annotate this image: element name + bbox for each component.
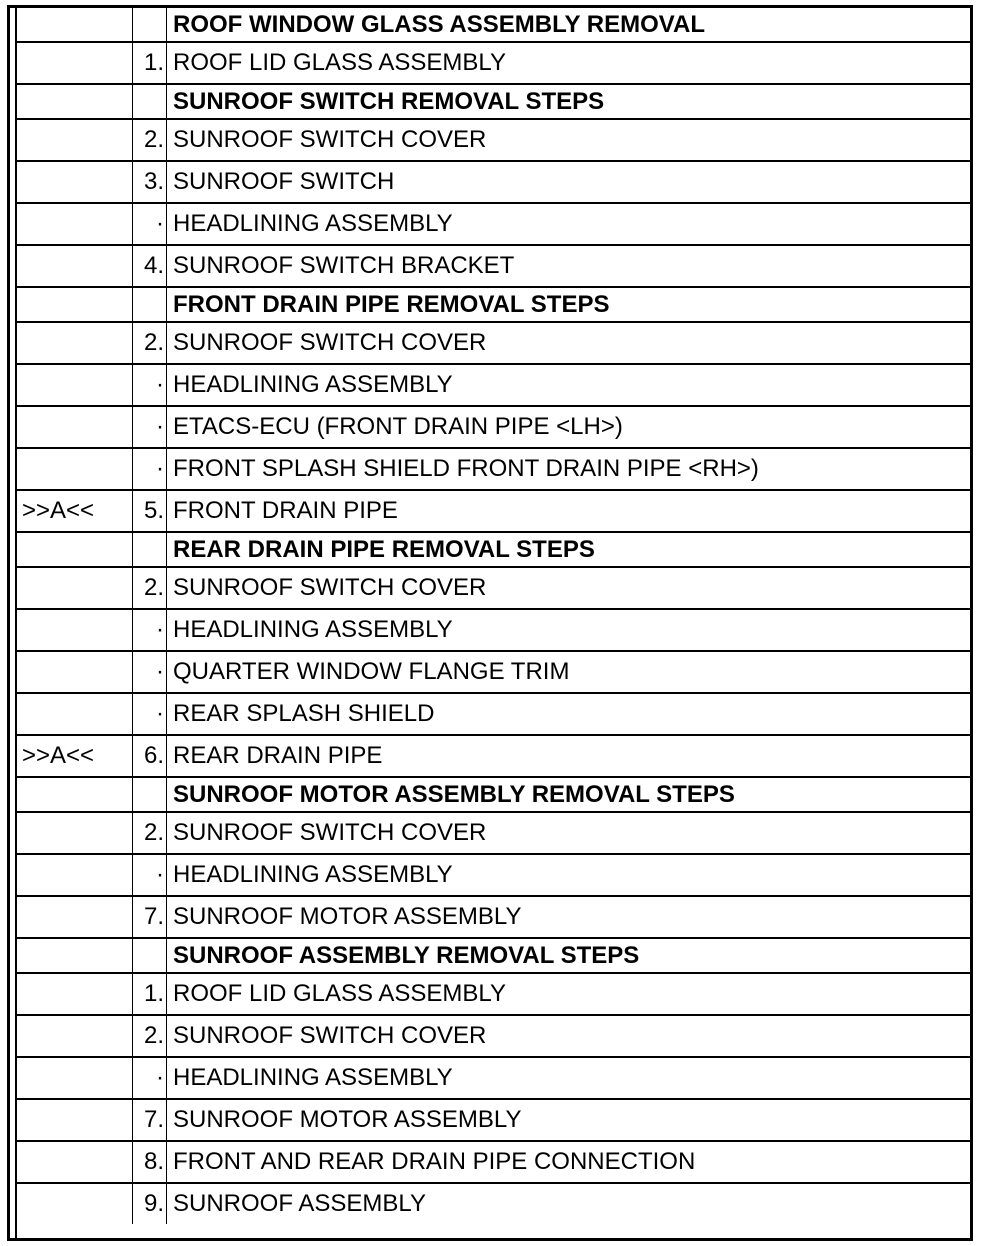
step-description: SUNROOF SWITCH COVER: [167, 322, 971, 364]
section-title: SUNROOF SWITCH REMOVAL STEPS: [167, 84, 971, 119]
step-description: SUNROOF SWITCH COVER: [167, 1015, 971, 1057]
step-number: ·: [133, 854, 167, 896]
step-number: ·: [133, 406, 167, 448]
table-body: [17, 8, 970, 1224]
section-title: ROOF WINDOW GLASS ASSEMBLY REMOVAL: [167, 8, 971, 42]
step-row: [17, 1015, 970, 1057]
service-reference: [17, 1183, 133, 1224]
step-row: [17, 245, 970, 287]
step-row: [17, 812, 970, 854]
step-number: ·: [133, 651, 167, 693]
step-number: ·: [133, 203, 167, 245]
service-reference: [17, 567, 133, 609]
step-number: 7.: [133, 1099, 167, 1141]
step-number: 2.: [133, 812, 167, 854]
step-description: SUNROOF SWITCH BRACKET: [167, 245, 971, 287]
step-number: [133, 532, 167, 567]
service-reference: [17, 84, 133, 119]
step-number: 9.: [133, 1183, 167, 1224]
section-header-row: [17, 938, 970, 973]
step-description: ROOF LID GLASS ASSEMBLY: [167, 42, 971, 84]
service-reference: [17, 973, 133, 1015]
step-number: ·: [133, 693, 167, 735]
step-description: HEADLINING ASSEMBLY: [167, 203, 971, 245]
step-number: 2.: [133, 1015, 167, 1057]
service-reference: [17, 651, 133, 693]
service-reference: [17, 609, 133, 651]
step-description: HEADLINING ASSEMBLY: [167, 854, 971, 896]
step-row: [17, 161, 970, 203]
service-reference: [17, 322, 133, 364]
step-description: ETACS-ECU (FRONT DRAIN PIPE <LH>): [167, 406, 971, 448]
step-row: [17, 1183, 970, 1224]
service-reference: [17, 1057, 133, 1099]
step-row: [17, 896, 970, 938]
service-reference: [17, 777, 133, 812]
step-number: 2.: [133, 322, 167, 364]
step-row: [17, 119, 970, 161]
step-row: [17, 693, 970, 735]
service-reference: [17, 812, 133, 854]
step-number: 6.: [133, 735, 167, 777]
step-description: FRONT SPLASH SHIELD FRONT DRAIN PIPE <RH>): [167, 448, 971, 490]
step-row: [17, 1099, 970, 1141]
service-reference: [17, 532, 133, 567]
service-reference: [17, 161, 133, 203]
step-number: ·: [133, 1057, 167, 1099]
step-number: [133, 938, 167, 973]
step-row: [17, 973, 970, 1015]
step-description: HEADLINING ASSEMBLY: [167, 1057, 971, 1099]
removal-steps-table: [17, 8, 970, 1224]
step-description: SUNROOF ASSEMBLY: [167, 1183, 971, 1224]
step-description: SUNROOF SWITCH COVER: [167, 812, 971, 854]
step-description: FRONT AND REAR DRAIN PIPE CONNECTION: [167, 1141, 971, 1183]
service-reference: >>A<<: [17, 735, 133, 777]
section-header-row: [17, 8, 970, 42]
step-number: [133, 777, 167, 812]
section-title: FRONT DRAIN PIPE REMOVAL STEPS: [167, 287, 971, 322]
service-reference: [17, 1015, 133, 1057]
service-reference: [17, 245, 133, 287]
section-header-row: [17, 287, 970, 322]
step-row: [17, 42, 970, 84]
section-header-row: [17, 777, 970, 812]
section-title: SUNROOF MOTOR ASSEMBLY REMOVAL STEPS: [167, 777, 971, 812]
step-number: [133, 84, 167, 119]
step-row: [17, 406, 970, 448]
step-row: [17, 1057, 970, 1099]
step-row: [17, 448, 970, 490]
step-description: ROOF LID GLASS ASSEMBLY: [167, 973, 971, 1015]
section-title: SUNROOF ASSEMBLY REMOVAL STEPS: [167, 938, 971, 973]
step-number: 3.: [133, 161, 167, 203]
step-row: [17, 609, 970, 651]
service-reference: [17, 203, 133, 245]
step-number: 8.: [133, 1141, 167, 1183]
step-number: ·: [133, 448, 167, 490]
step-description: HEADLINING ASSEMBLY: [167, 364, 971, 406]
step-description: SUNROOF SWITCH: [167, 161, 971, 203]
step-row: [17, 203, 970, 245]
service-reference: [17, 119, 133, 161]
service-reference: [17, 406, 133, 448]
service-reference: [17, 1099, 133, 1141]
step-description: REAR DRAIN PIPE: [167, 735, 971, 777]
step-description: FRONT DRAIN PIPE: [167, 490, 971, 532]
step-number: 2.: [133, 119, 167, 161]
step-number: 1.: [133, 42, 167, 84]
step-row: [17, 567, 970, 609]
step-description: SUNROOF SWITCH COVER: [167, 119, 971, 161]
service-reference: [17, 287, 133, 322]
service-reference: [17, 364, 133, 406]
step-description: QUARTER WINDOW FLANGE TRIM: [167, 651, 971, 693]
service-reference: [17, 8, 133, 42]
service-reference: [17, 896, 133, 938]
step-row: [17, 735, 970, 777]
step-description: SUNROOF SWITCH COVER: [167, 567, 971, 609]
service-reference: [17, 1141, 133, 1183]
step-row: [17, 364, 970, 406]
service-reference: [17, 42, 133, 84]
step-description: SUNROOF MOTOR ASSEMBLY: [167, 896, 971, 938]
step-row: [17, 651, 970, 693]
service-reference: [17, 854, 133, 896]
step-number: 7.: [133, 896, 167, 938]
step-row: [17, 322, 970, 364]
service-reference: [17, 693, 133, 735]
step-number: [133, 8, 167, 42]
step-number: [133, 287, 167, 322]
step-number: 1.: [133, 973, 167, 1015]
step-number: ·: [133, 609, 167, 651]
step-description: SUNROOF MOTOR ASSEMBLY: [167, 1099, 971, 1141]
service-reference: [17, 938, 133, 973]
service-reference: >>A<<: [17, 490, 133, 532]
section-title: REAR DRAIN PIPE REMOVAL STEPS: [167, 532, 971, 567]
step-number: ·: [133, 364, 167, 406]
step-description: HEADLINING ASSEMBLY: [167, 609, 971, 651]
step-row: [17, 1141, 970, 1183]
step-number: 2.: [133, 567, 167, 609]
section-header-row: [17, 532, 970, 567]
service-reference: [17, 448, 133, 490]
step-number: 5.: [133, 490, 167, 532]
section-header-row: [17, 84, 970, 119]
step-row: [17, 490, 970, 532]
step-number: 4.: [133, 245, 167, 287]
step-row: [17, 854, 970, 896]
step-description: REAR SPLASH SHIELD: [167, 693, 971, 735]
